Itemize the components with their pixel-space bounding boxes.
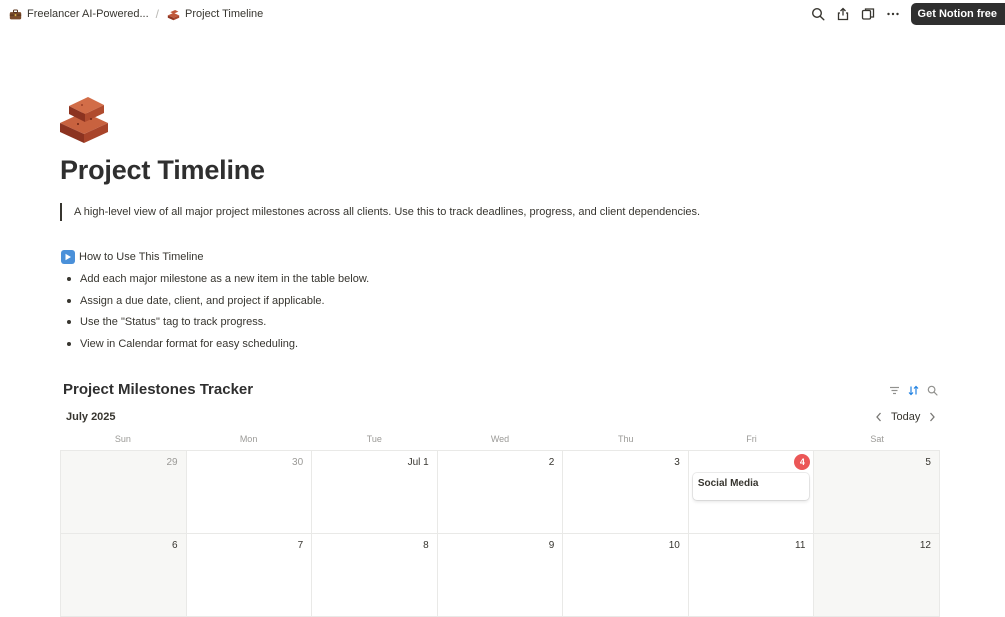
- breadcrumb-separator: /: [155, 7, 160, 21]
- calendar-day-cell[interactable]: [61, 534, 187, 617]
- list-item: Add each major milestone as a new item in the table below.: [66, 270, 369, 292]
- filter-icon: [889, 385, 900, 396]
- description-quote: A high-level view of all major project milestones across all clients. Use this to track deadlines, progress, and client dependencies.: [60, 203, 700, 221]
- weekday-label: Mon: [239, 434, 258, 444]
- calendar-day-cell[interactable]: [689, 451, 815, 534]
- calendar-day-cell[interactable]: [187, 534, 313, 617]
- calendar-day-cell[interactable]: [312, 534, 438, 617]
- calendar-month-label: July 2025: [66, 411, 116, 423]
- weekday-header-row: [60, 434, 940, 444]
- share-icon: [836, 7, 850, 21]
- calendar-day-cell[interactable]: [814, 534, 940, 617]
- search-icon: [927, 385, 938, 396]
- more-horizontal-icon: [886, 7, 900, 21]
- top-actions: [806, 0, 1005, 28]
- calendar-grid: [60, 450, 940, 617]
- page-title[interactable]: Project Timeline: [60, 155, 265, 185]
- day-number: 9: [548, 540, 555, 551]
- today-badge: 4: [794, 454, 810, 470]
- breadcrumb-workspace[interactable]: [9, 8, 149, 21]
- database-title[interactable]: Project Milestones Tracker: [63, 381, 254, 398]
- day-number: 3: [674, 457, 680, 468]
- day-number: Jul 1: [407, 457, 429, 468]
- play-button-icon: [61, 250, 75, 264]
- top-bar: [0, 0, 1005, 28]
- weekday-label: Fri: [746, 434, 757, 444]
- day-number: 10: [668, 540, 680, 551]
- day-number: 8: [423, 540, 429, 551]
- duplicate-icon: [861, 7, 875, 21]
- calendar-day-cell[interactable]: [438, 534, 564, 617]
- bricks-icon[interactable]: [58, 93, 110, 145]
- breadcrumb-page[interactable]: [167, 8, 263, 21]
- day-number: 2: [548, 457, 555, 468]
- share-button[interactable]: [831, 3, 856, 25]
- weekday-label: Sat: [870, 434, 884, 444]
- weekday-label: Tue: [366, 434, 382, 444]
- breadcrumb-page-label: Project Timeline: [185, 8, 264, 20]
- more-button[interactable]: [881, 3, 906, 25]
- briefcase-icon: [9, 8, 22, 21]
- weekday-label: Wed: [490, 434, 510, 444]
- day-number: 7: [297, 540, 304, 551]
- howto-heading: [61, 250, 204, 264]
- search-icon: [811, 7, 825, 21]
- list-item: Use the "Status" tag to track progress.: [66, 313, 369, 335]
- get-notion-free-button[interactable]: Get Notion free: [911, 3, 1005, 25]
- breadcrumb: [9, 7, 263, 21]
- next-month-button[interactable]: [926, 410, 938, 424]
- database-search-button[interactable]: [923, 383, 942, 397]
- day-number: 29: [166, 457, 178, 468]
- calendar-day-cell[interactable]: [814, 451, 940, 534]
- day-number: 6: [172, 540, 178, 551]
- calendar-day-cell[interactable]: [312, 451, 438, 534]
- chevron-left-icon: [875, 412, 883, 422]
- day-number: 11: [795, 540, 806, 551]
- day-number: 30: [292, 457, 304, 468]
- weekday-label: Thu: [617, 434, 634, 444]
- calendar-day-cell[interactable]: [61, 451, 187, 534]
- howto-heading-label: How to Use This Timeline: [79, 251, 204, 263]
- today-button[interactable]: Today: [891, 411, 921, 423]
- list-item: View in Calendar format for easy scheduling.: [66, 335, 369, 357]
- calendar-day-cell[interactable]: [689, 534, 815, 617]
- day-number: 5: [925, 457, 931, 468]
- day-number: 12: [919, 540, 931, 551]
- breadcrumb-workspace-label: Freelancer AI-Powered...: [27, 8, 149, 20]
- chevron-right-icon: [928, 412, 936, 422]
- bricks-icon: [167, 8, 180, 21]
- search-button[interactable]: [806, 3, 831, 25]
- event-card[interactable]: Social Media: [693, 473, 810, 500]
- howto-bullet-list: [66, 270, 369, 356]
- calendar-day-cell[interactable]: [438, 451, 564, 534]
- filter-button[interactable]: [885, 383, 904, 397]
- database-toolbar: [885, 383, 942, 397]
- calendar-day-cell[interactable]: [563, 451, 689, 534]
- calendar-day-cell[interactable]: [563, 534, 689, 617]
- sort-button[interactable]: [904, 383, 923, 397]
- calendar-navigation: [873, 410, 938, 424]
- weekday-label: Sun: [114, 434, 131, 444]
- sort-icon: [908, 385, 919, 396]
- list-item: Assign a due date, client, and project if applicable.: [66, 292, 369, 314]
- calendar-day-cell[interactable]: [187, 451, 313, 534]
- previous-month-button[interactable]: [873, 410, 885, 424]
- duplicate-button[interactable]: [856, 3, 881, 25]
